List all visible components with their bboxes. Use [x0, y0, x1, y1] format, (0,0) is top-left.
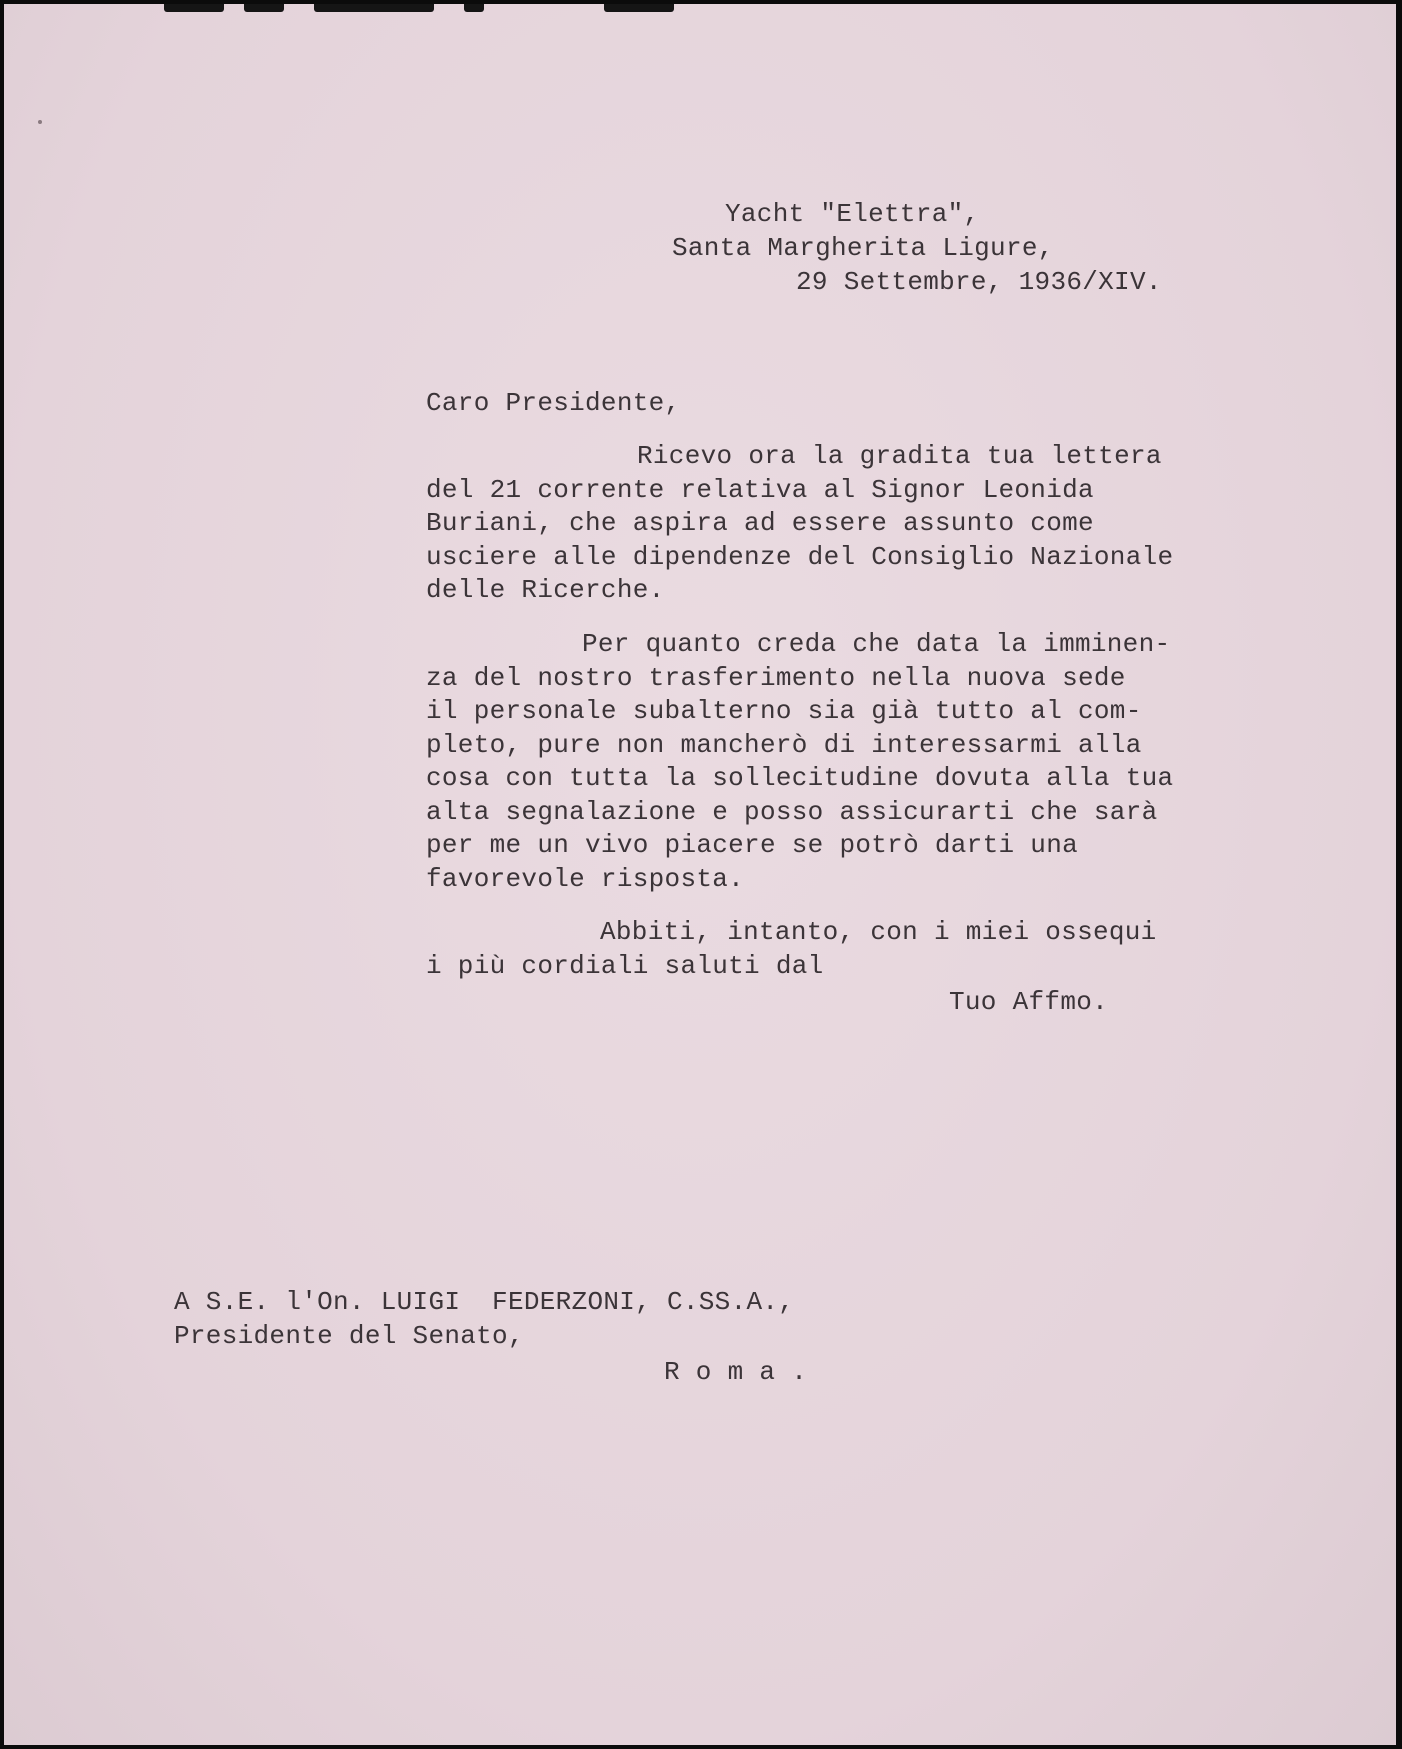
para1-line5: delle Ricerche. — [426, 575, 665, 605]
para1-line2: del 21 corrente relativa al Signor Leonida — [426, 475, 1094, 505]
para2-line7: per me un vivo piacere se potrò darti una — [426, 830, 1079, 860]
para2-line5: cosa con tutta la sollecitudine dovuta alla tua — [426, 763, 1174, 793]
top-edge-marks — [164, 4, 684, 12]
para2-line6: alta segnalazione e posso assicurarti che sarà — [426, 797, 1158, 827]
recipient-city: R o m a . — [664, 1357, 808, 1387]
para1-line1: Ricevo ora la gradita tua lettera — [637, 441, 1162, 471]
recipient-line1: A S.E. l'On. LUIGI FEDERZONI, C.SS.A., — [174, 1287, 795, 1317]
para2-line4: pleto, pure non mancherò di interessarmi alla — [426, 730, 1142, 760]
header-line-yacht: Yacht "Elettra", — [725, 199, 980, 229]
para3-line2: i più cordiali saluti dal — [426, 951, 824, 981]
para1-line3: Buriani, che aspira ad essere assunto come — [426, 508, 1094, 538]
closing: Tuo Affmo. — [949, 987, 1109, 1017]
letter-sheet — [4, 4, 1396, 1745]
salutation: Caro Presidente, — [426, 388, 681, 418]
para2-line1: Per quanto creda che data la imminen- — [582, 629, 1171, 659]
paper-speck — [38, 120, 42, 124]
para3-line1: Abbiti, intanto, con i miei ossequi — [600, 917, 1157, 947]
para2-line8: favorevole risposta. — [426, 864, 745, 894]
header-line-place: Santa Margherita Ligure, — [672, 233, 1054, 263]
para2-line2: za del nostro trasferimento nella nuova sede — [426, 663, 1126, 693]
header-line-date: 29 Settembre, 1936/XIV. — [796, 267, 1162, 297]
recipient-line2: Presidente del Senato, — [174, 1321, 524, 1351]
para1-line4: usciere alle dipendenze del Consiglio Nazionale — [426, 542, 1174, 572]
para2-line3: il personale subalterno sia già tutto al com- — [426, 696, 1142, 726]
